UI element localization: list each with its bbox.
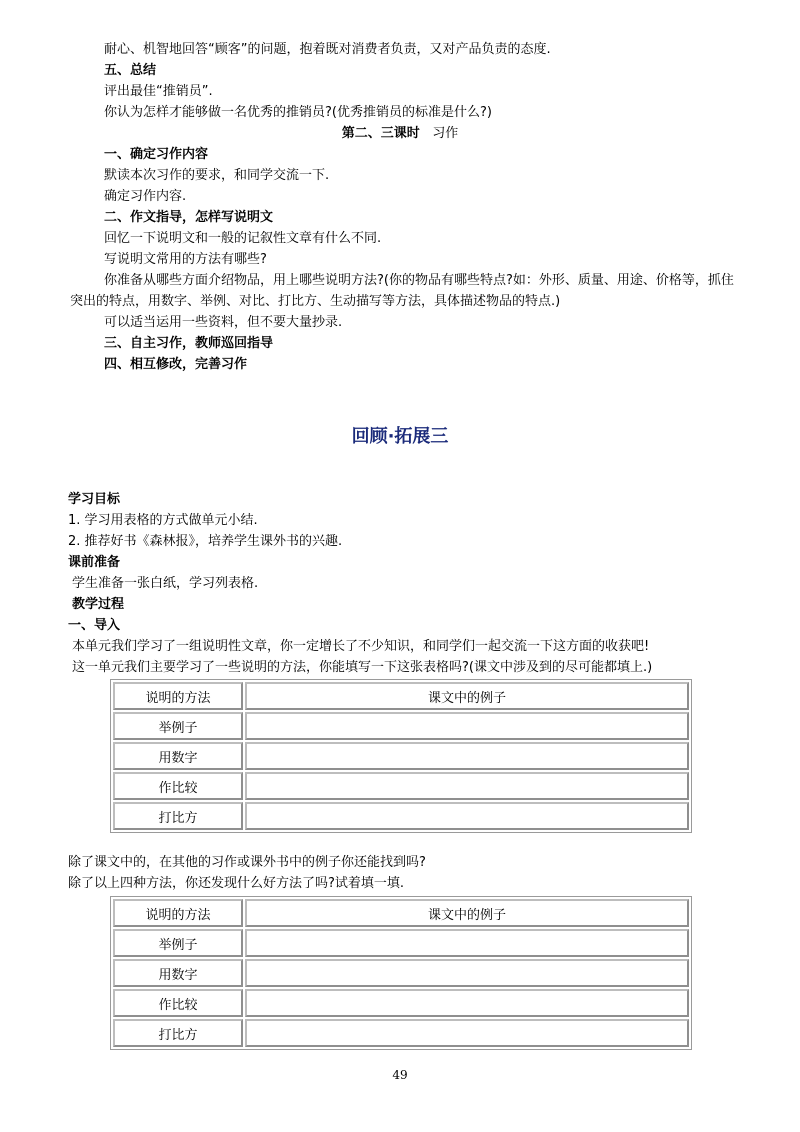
example-cell[interactable] — [245, 959, 689, 987]
text-line: 这一单元我们主要学习了一些说明的方法，你能填写一下这张表格吗?(课文中涉及到的尽可能都填上.) — [72, 660, 653, 675]
table-row — [113, 802, 689, 830]
text-line: 确定习作内容. — [104, 189, 187, 204]
table-row — [113, 1019, 689, 1047]
example-cell[interactable] — [245, 1019, 689, 1047]
text-line: 回忆一下说明文和一般的记叙性文章有什么不同. — [104, 231, 382, 246]
method-cell: 用数字 — [113, 742, 243, 770]
example-cell[interactable] — [245, 772, 689, 800]
section-heading: 学习目标 — [68, 492, 121, 507]
method-cell: 作比较 — [113, 989, 243, 1017]
text-line: 除了课文中的，在其他的习作或课外书中的例子你还能找到吗? — [68, 855, 426, 870]
section-heading: 五、总结 — [104, 63, 157, 78]
text-line: 突出的特点，用数字、举例、对比、打比方、生动描写等方法，具体描述物品的特点.) — [70, 294, 561, 309]
table-header-cell: 课文中的例子 — [245, 899, 689, 927]
section-heading: 教学过程 — [72, 597, 125, 612]
text-line: 除了以上四种方法，你还发现什么好方法了吗?试着填一填. — [68, 876, 405, 891]
text-line: 你认为怎样才能够做一名优秀的推销员?(优秀推销员的标准是什么?) — [104, 105, 492, 120]
section-heading: 课前准备 — [68, 555, 121, 570]
example-cell[interactable] — [245, 929, 689, 957]
method-cell: 用数字 — [113, 959, 243, 987]
methods-table-2 — [110, 896, 692, 1050]
section-heading: 一、确定习作内容 — [104, 147, 209, 162]
text-line: 1. 学习用表格的方式做单元小结. — [68, 513, 258, 528]
section-heading: 四、相互修改，完善习作 — [104, 357, 248, 372]
methods-table-1 — [110, 679, 692, 833]
table-header-cell: 课文中的例子 — [245, 682, 689, 710]
method-cell: 打比方 — [113, 1019, 243, 1047]
text-line: 评出最佳“推销员”. — [104, 84, 213, 99]
text-line: 写说明文常用的方法有哪些? — [104, 252, 267, 267]
text-line: 2. 推荐好书《森林报》，培养学生课外书的兴趣. — [68, 534, 343, 549]
lesson-title-bold: 第二、三课时 — [341, 126, 420, 141]
example-cell[interactable] — [245, 802, 689, 830]
section-heading: 一、导入 — [68, 618, 121, 633]
section-heading: 三、自主习作，教师巡回指导 — [104, 336, 274, 351]
unit-title: 回顾·拓展三 — [351, 426, 449, 447]
text-line: 默读本次习作的要求，和同学交流一下. — [104, 168, 330, 183]
table-row — [113, 989, 689, 1017]
method-cell: 举例子 — [113, 929, 243, 957]
lesson-title-rest: 习作 — [432, 126, 459, 141]
example-cell[interactable] — [245, 742, 689, 770]
text-line: 你准备从哪些方面介绍物品，用上哪些说明方法?(你的物品有哪些特点?如：外形、质量、用途、价格等，抓住 — [104, 273, 734, 288]
table-row — [113, 929, 689, 957]
table-row — [113, 742, 689, 770]
method-cell: 打比方 — [113, 802, 243, 830]
table-header-cell: 说明的方法 — [113, 682, 243, 710]
method-cell: 作比较 — [113, 772, 243, 800]
text-line: 本单元我们学习了一组说明性文章，你一定增长了不少知识，和同学们一起交流一下这方面的收获吧! — [72, 639, 650, 654]
text-line: 学生准备一张白纸，学习列表格. — [72, 576, 259, 591]
method-cell: 举例子 — [113, 712, 243, 740]
table-header-row — [113, 899, 689, 927]
table-row — [113, 772, 689, 800]
table-row — [113, 959, 689, 987]
table-header-cell: 说明的方法 — [113, 899, 243, 927]
text-line: 耐心、机智地回答“顾客”的问题，抱着既对消费者负责，又对产品负责的态度. — [104, 42, 551, 57]
page-number: 49 — [392, 1068, 408, 1082]
example-cell[interactable] — [245, 989, 689, 1017]
table-header-row — [113, 682, 689, 710]
table-row — [113, 712, 689, 740]
example-cell[interactable] — [245, 712, 689, 740]
lesson-title — [0, 124, 800, 144]
text-line: 可以适当运用一些资料，但不要大量抄录. — [104, 315, 343, 330]
section-heading: 二、作文指导，怎样写说明文 — [104, 210, 274, 225]
